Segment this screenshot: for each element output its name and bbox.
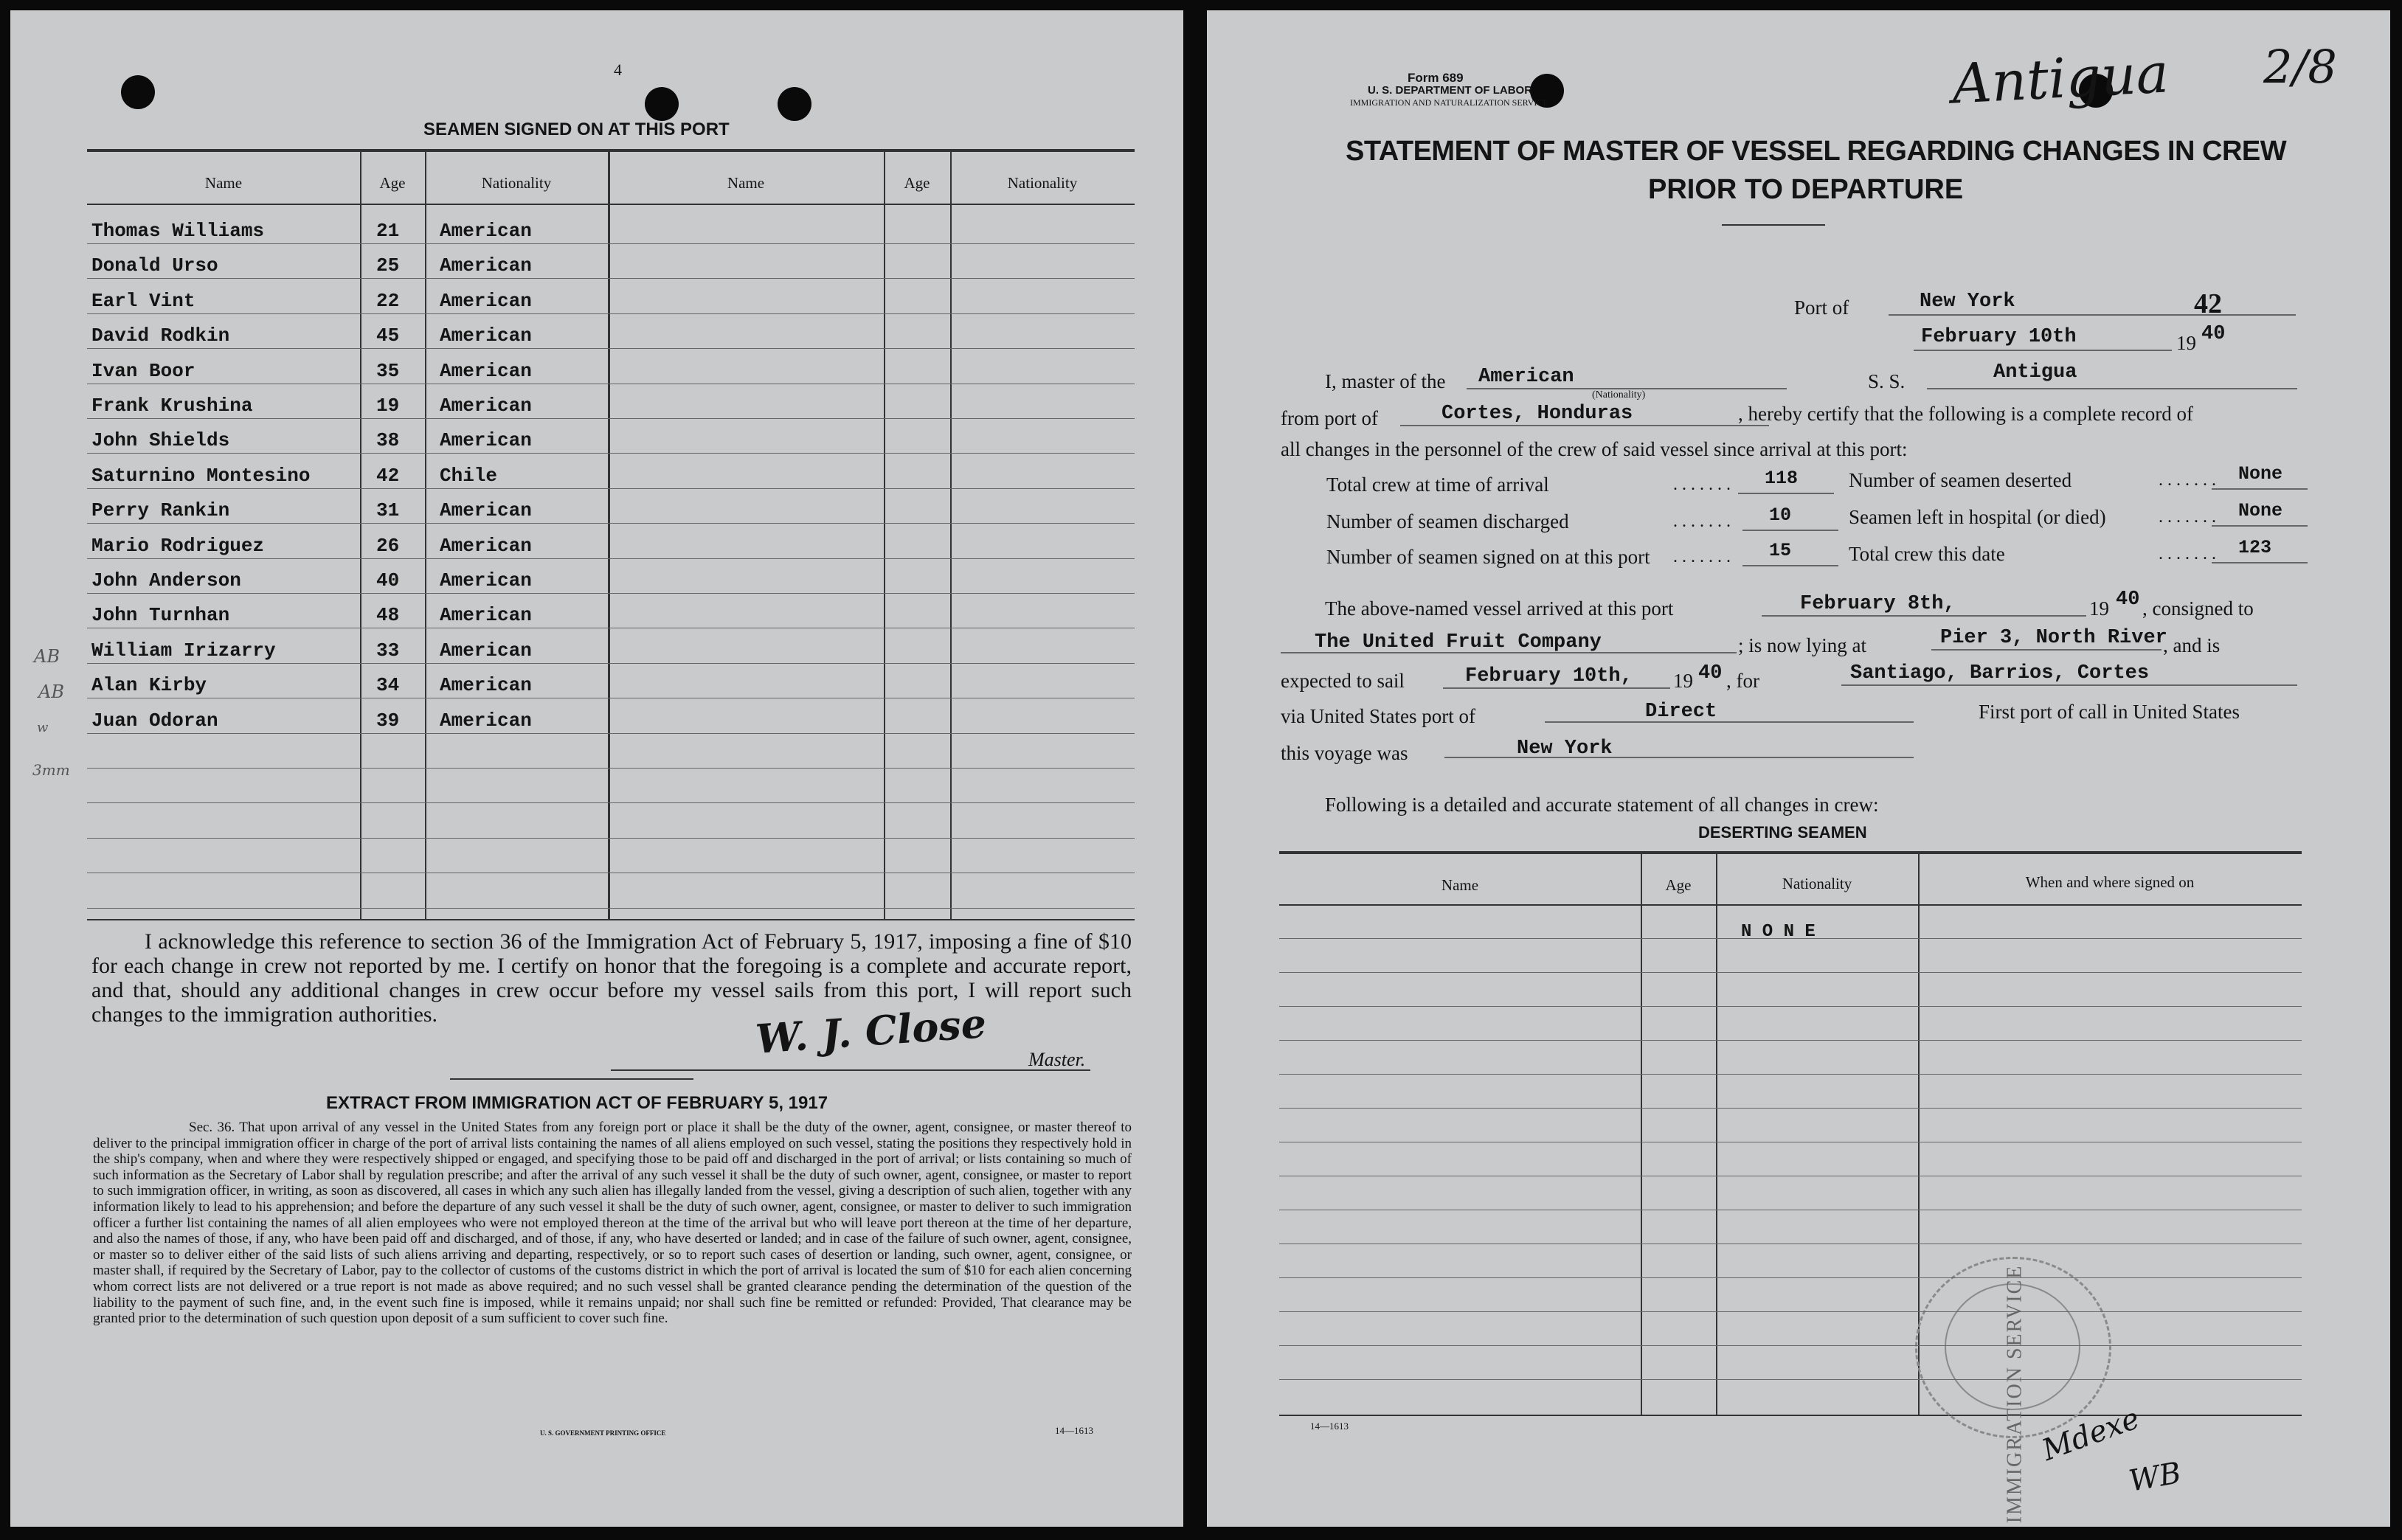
desert-table-top xyxy=(1279,851,2302,854)
port-line xyxy=(1889,314,2296,316)
deserting-heading: DESERTING SEAMEN xyxy=(1698,823,1867,842)
vessel-line xyxy=(1927,388,2297,389)
date-line xyxy=(1914,350,2172,351)
row-rule xyxy=(87,418,1135,419)
stat-line xyxy=(1742,565,1838,566)
row-rule xyxy=(87,802,1135,803)
crew-nationality: American xyxy=(440,534,532,557)
desert-row-rule xyxy=(1279,1345,2302,1346)
desert-row-rule xyxy=(1279,1277,2302,1278)
table-bottom-rule xyxy=(87,919,1135,920)
stamp-text: IMMIGRATION SERVICE xyxy=(2003,1264,2027,1524)
leader-dots: . . . . . . . xyxy=(2159,544,2216,563)
crew-nationality: American xyxy=(440,395,532,417)
crew-nationality: American xyxy=(440,674,532,697)
desert-col-when-where: When and where signed on xyxy=(2025,873,2195,891)
handwritten-initials: Mdexe xyxy=(2038,1401,2145,1468)
header-rule xyxy=(87,204,1135,205)
punch-hole xyxy=(778,87,811,121)
expected-label: expected to sail xyxy=(1281,670,1405,692)
desert-row-rule xyxy=(1279,1108,2302,1109)
stat-value: 15 xyxy=(1769,540,1792,561)
right-page xyxy=(1207,10,2390,1527)
crew-name: Donald Urso xyxy=(91,254,218,277)
row-rule xyxy=(87,838,1135,839)
crew-nationality: American xyxy=(440,709,532,732)
desert-header-rule xyxy=(1279,904,2302,906)
leader-dots: . . . . . . . xyxy=(1673,512,1731,531)
desert-row-rule xyxy=(1279,1379,2302,1380)
col-divider xyxy=(884,152,885,919)
seamen-signed-heading: SEAMEN SIGNED ON AT THIS PORT xyxy=(423,119,730,139)
crew-name: Juan Odoran xyxy=(91,709,218,732)
consigned-label: , consigned to xyxy=(2142,597,2254,620)
arrived-line xyxy=(1762,615,2086,617)
col-header-nationality: Nationality xyxy=(481,174,552,192)
desert-row-rule xyxy=(1279,938,2302,939)
row-rule xyxy=(87,488,1135,489)
crew-age: 22 xyxy=(376,289,400,312)
extract-heading: EXTRACT FROM IMMIGRATION ACT OF FEBRUARY 5, 1917 xyxy=(326,1093,828,1113)
title-rule xyxy=(1722,224,1825,226)
acknowledgement-text: I acknowledge this reference to section 36 of the Immigration Act of February 5, 1917, imposing a fine of $10 for each change in crew not reported by me. I certify on honor that the foregoing is a complete and accurate report, and that, should any additional changes in crew occur before my vessel sails from this port, I will report such changes to the immigration authorities. xyxy=(91,929,1132,1027)
following-text: Following is a detailed and accurate statement of all changes in crew: xyxy=(1325,794,1879,816)
stat-label: Number of seamen signed on at this port xyxy=(1326,546,1650,568)
crew-age: 45 xyxy=(376,325,400,347)
arrived-date: February 8th, xyxy=(1800,593,1956,615)
leader-dots: . . . . . . . xyxy=(2159,507,2216,527)
pier-line xyxy=(1931,649,2162,651)
crew-nationality: Chile xyxy=(440,464,498,487)
for-label: , for xyxy=(1726,670,1759,692)
stat-line xyxy=(1742,530,1838,531)
col-header-name: Name xyxy=(204,174,243,192)
crew-nationality: American xyxy=(440,639,532,662)
page-number: 4 xyxy=(614,60,622,79)
row-rule xyxy=(87,523,1135,524)
crew-nationality: American xyxy=(440,220,532,242)
row-rule xyxy=(87,908,1135,909)
crew-age: 26 xyxy=(376,534,400,557)
port-label: Port of xyxy=(1794,296,1849,319)
stat-label: Number of seamen discharged xyxy=(1326,510,1569,533)
crew-name: Saturnino Montesino xyxy=(91,464,311,487)
port-value: New York xyxy=(1920,291,2015,313)
desert-entry-none: N O N E xyxy=(1741,922,1816,942)
desert-col-age: Age xyxy=(1665,876,1692,894)
crew-name: John Anderson xyxy=(91,569,241,592)
stat-label: Total crew this date xyxy=(1849,543,2005,565)
stat-value: 10 xyxy=(1769,504,1792,526)
desert-table-bottom xyxy=(1279,1415,2302,1416)
leader-dots: . . . . . . . xyxy=(2159,471,2216,490)
crew-age: 21 xyxy=(376,220,400,242)
vessel-name: Antigua xyxy=(1993,361,2077,384)
row-rule xyxy=(87,243,1135,244)
handwritten-reference: 2/8 xyxy=(2263,40,2337,94)
crew-age: 42 xyxy=(376,464,400,487)
crew-age: 25 xyxy=(376,254,400,277)
stat-line xyxy=(2212,488,2308,490)
form-number: Form 689 xyxy=(1408,71,1464,85)
desert-row-rule xyxy=(1279,1040,2302,1041)
stat-line xyxy=(2212,562,2308,563)
crew-age: 33 xyxy=(376,639,400,662)
via-value: Direct xyxy=(1645,701,1717,723)
handwritten-vessel-name: Antigua xyxy=(1950,41,2170,117)
row-rule xyxy=(87,313,1135,314)
crew-name: David Rodkin xyxy=(91,325,230,347)
crew-age: 31 xyxy=(376,499,400,522)
row-rule xyxy=(87,453,1135,454)
stat-value: 123 xyxy=(2238,537,2272,558)
crew-name: William Irizarry xyxy=(91,639,276,662)
crew-name: Thomas Williams xyxy=(91,220,265,242)
col-header-age: Age xyxy=(379,174,406,192)
crew-name: John Turnhan xyxy=(91,604,230,627)
margin-note: AB xyxy=(34,646,60,667)
sail-year: 40 xyxy=(1698,662,1723,684)
row-rule xyxy=(87,733,1135,734)
first-port-line xyxy=(1444,757,1914,758)
row-rule xyxy=(87,278,1135,279)
lying-label: ; is now lying at xyxy=(1738,634,1866,656)
crew-age: 34 xyxy=(376,674,400,697)
col-divider xyxy=(360,152,361,919)
desert-row-rule xyxy=(1279,1074,2302,1075)
nationality-value: American xyxy=(1478,366,1574,388)
desert-col-nationality: Nationality xyxy=(1782,875,1852,892)
first-port-value: New York xyxy=(1517,738,1613,760)
sail-year-prefix: 19 xyxy=(1673,670,1693,692)
stat-label: Total crew at time of arrival xyxy=(1326,474,1549,496)
printer-imprint: U. S. GOVERNMENT PRINTING OFFICE xyxy=(540,1429,666,1437)
leader-dots: . . . . . . . xyxy=(1673,547,1731,566)
voyage-label: this voyage was xyxy=(1281,742,1408,764)
stat-label: Seamen left in hospital (or died) xyxy=(1849,506,2106,528)
margin-note: w xyxy=(37,720,49,735)
desert-row-rule xyxy=(1279,972,2302,973)
and-is-label: , and is xyxy=(2163,634,2221,656)
arrived-year: 40 xyxy=(2116,589,2140,611)
certify-text: , hereby certify that the following is a complete record of xyxy=(1738,403,2194,425)
crew-age: 19 xyxy=(376,395,400,417)
punch-hole xyxy=(645,87,679,121)
port-number: 42 xyxy=(2194,288,2222,319)
sail-line xyxy=(1443,687,1670,689)
year-prefix: 19 xyxy=(2176,332,2196,354)
crew-age: 40 xyxy=(376,569,400,592)
row-rule xyxy=(87,348,1135,349)
crew-name: Ivan Boor xyxy=(91,359,195,382)
service: IMMIGRATION AND NATURALIZATION SERVICE xyxy=(1350,97,1548,108)
crew-age: 38 xyxy=(376,429,400,452)
row-rule xyxy=(87,663,1135,664)
destination-line xyxy=(1841,684,2297,686)
extract-text: Sec. 36. That upon arrival of any vessel in the United States from any foreign port or place it shall be the duty of the owner, agent, consignee, or master thereof to deliver to the principal immigration officer in charge of the port of arrival lists containing the names of all aliens employed on such vessel, stating the positions they respectively hold in the ship's company, when and where they were respectively shipped or engaged, and specifying those to be paid off and discharged in the port of arrival; or lists containing so much of such information as the Secretary of Labor shall by regulation prescribe; and after the arrival of any such vessel it shall be the duty of such owner, agent, consignee, or master to report to such immigration officer, in writing, as soon as discovered, all cases in which any such alien has illegally landed from the vessel, giving a description of such alien, together with any information likely to lead to his apprehension; and before the departure of any such vessel it shall be the duty of such owner, agent, consignee, or master to deliver to such immigration officer a further list containing the names of all alien employees who were not employed thereon at the time of the arrival but who will leave port thereon at the time of her departure, and also the names of those, if any, who have been paid off and discharged, and of those, if any, who have deserted or landed; and in case of the failure of such owner, agent, consignee, or master so to deliver either of the said lists of such aliens arriving and departing, respectively, or so to report such cases of desertion or landing, such owner, agent, consignee, or master shall, if required by the Secretary of Labor, pay to the collector of customs of the customs district in which the port of arrival is located the sum of $10 for each alien concerning whom correct lists are not delivered or a true report is not made as above required; and no such vessel shall be granted clearance pending the determination of the question of the liability to the payment of such fine, and, in the event such fine is imposed, while it remains unpaid; nor shall such fine be remitted or refunded: Provided, That clearance may be granted prior to the determination of such question upon deposit of a sum sufficient to cover such fine. xyxy=(93,1120,1132,1327)
crew-nationality: American xyxy=(440,359,532,382)
crew-nationality: American xyxy=(440,569,532,592)
consignee: The United Fruit Company xyxy=(1315,631,1602,653)
crew-nationality: American xyxy=(440,325,532,347)
from-port-label: from port of xyxy=(1281,407,1378,429)
date-value: February 10th xyxy=(1921,326,2077,348)
desert-row-rule xyxy=(1279,1006,2302,1007)
crew-age: 35 xyxy=(376,359,400,382)
crew-name: Frank Krushina xyxy=(91,395,253,417)
master-signature: W. J. Close xyxy=(754,999,988,1063)
leader-dots: . . . . . . . xyxy=(1673,475,1731,494)
handwritten-initials-2: WB xyxy=(2126,1456,2184,1499)
crew-nationality: American xyxy=(440,254,532,277)
col-divider xyxy=(950,152,952,919)
form-code: 14—1613 xyxy=(1055,1425,1093,1436)
from-port-line xyxy=(1400,425,1769,426)
form-title: STATEMENT OF MASTER OF VESSEL REGARDING CHANGES IN CREW xyxy=(1346,136,2287,167)
ss-label: S. S. xyxy=(1868,370,1906,392)
pier: Pier 3, North River xyxy=(1940,627,2167,649)
department: U. S. DEPARTMENT OF LABOR xyxy=(1368,84,1533,97)
from-port-value: Cortes, Honduras xyxy=(1441,403,1633,425)
crew-name: Perry Rankin xyxy=(91,499,230,522)
stat-value: None xyxy=(2238,500,2283,521)
crew-age: 48 xyxy=(376,604,400,627)
stat-line xyxy=(2212,525,2308,527)
desert-row-rule xyxy=(1279,1311,2302,1312)
arrived-label: The above-named vessel arrived at this port xyxy=(1325,597,1674,620)
destination: Santiago, Barrios, Cortes xyxy=(1850,662,2150,684)
arrived-year-prefix: 19 xyxy=(2089,597,2109,620)
crew-nationality: American xyxy=(440,289,532,312)
form-subtitle: PRIOR TO DEPARTURE xyxy=(1648,174,1964,205)
desert-col-name: Name xyxy=(1441,876,1479,894)
master-label: Master. xyxy=(1028,1049,1086,1070)
stat-label: Number of seamen deserted xyxy=(1849,469,2072,491)
via-line xyxy=(1545,721,1914,723)
left-page xyxy=(10,10,1183,1527)
consignee-line xyxy=(1281,652,1737,653)
col-header-age: Age xyxy=(904,174,930,192)
crew-name: John Shields xyxy=(91,429,230,452)
via-label: via United States port of xyxy=(1281,705,1475,727)
year-value: 40 xyxy=(2201,323,2226,345)
stat-value: None xyxy=(2238,463,2283,485)
col-divider xyxy=(425,152,426,919)
margin-note: 3mm xyxy=(32,761,70,779)
row-rule xyxy=(87,558,1135,559)
crew-nationality: American xyxy=(440,429,532,452)
first-port-label: First port of call in United States xyxy=(1979,701,2240,723)
form-code: 14—1613 xyxy=(1310,1421,1349,1432)
crew-nationality: American xyxy=(440,499,532,522)
sail-date: February 10th, xyxy=(1465,665,1633,687)
nationality-caption: (Nationality) xyxy=(1592,389,1646,400)
crew-age: 39 xyxy=(376,709,400,732)
col-divider xyxy=(608,152,610,919)
signature-line xyxy=(611,1069,1090,1071)
extract-rule xyxy=(450,1078,693,1080)
crew-nationality: American xyxy=(440,604,532,627)
crew-name: Earl Vint xyxy=(91,289,195,312)
margin-note: AB xyxy=(38,681,64,702)
col-header-nationality: Nationality xyxy=(1007,174,1078,192)
certify-text-2: all changes in the personnel of the crew of said vessel since arrival at this port: xyxy=(1281,438,1908,460)
master-of-label: I, master of the xyxy=(1325,370,1446,392)
punch-hole xyxy=(121,75,155,109)
row-rule xyxy=(87,593,1135,594)
col-header-name: Name xyxy=(727,174,765,192)
table-top-rule xyxy=(87,149,1135,152)
stat-line xyxy=(1738,493,1834,494)
stat-value: 118 xyxy=(1765,468,1799,489)
crew-name: Mario Rodriguez xyxy=(91,534,265,557)
crew-name: Alan Kirby xyxy=(91,674,207,697)
row-rule xyxy=(87,768,1135,769)
